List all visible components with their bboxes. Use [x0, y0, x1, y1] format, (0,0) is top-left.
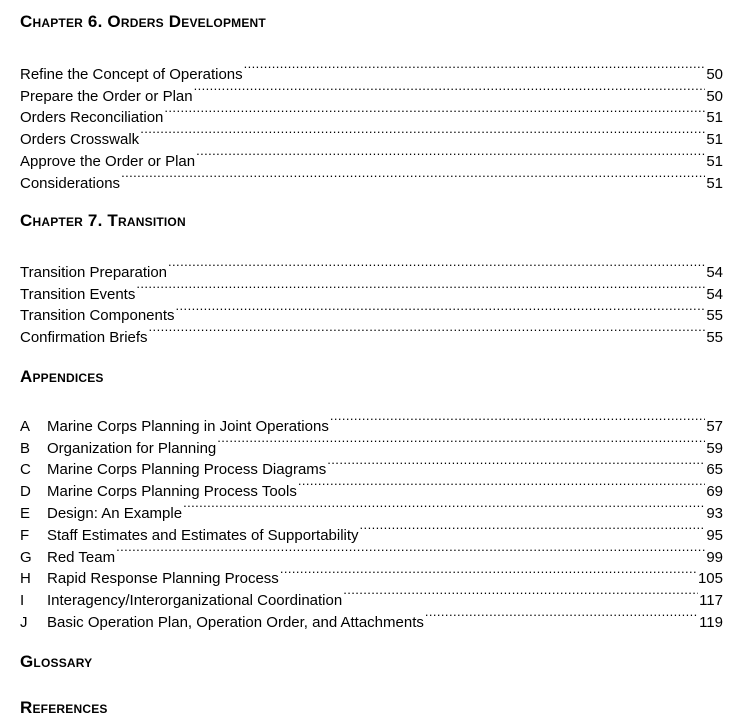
toc-entry-page: 51	[706, 174, 723, 192]
toc-entry-title: Orders Reconciliation	[20, 109, 164, 127]
dot-leader	[176, 299, 706, 321]
dot-leader	[330, 409, 705, 431]
appendix-letter: H	[20, 570, 31, 588]
toc-entry-page: 69	[706, 483, 723, 501]
dot-leader	[121, 166, 705, 188]
toc-entry-page: 54	[706, 285, 723, 303]
toc-entry-title: Prepare the Order or Plan	[20, 87, 193, 105]
toc-entry[interactable]	[20, 562, 723, 588]
toc-entry-title: Red Team	[47, 548, 116, 566]
appendices-toc	[20, 409, 723, 631]
toc-entry-page: 55	[706, 307, 723, 325]
chapter6-heading: Chapter 6. Orders Development	[20, 12, 266, 31]
appendix-letter: F	[20, 526, 30, 544]
toc-entry-title: Basic Operation Plan, Operation Order, and Attachments	[47, 613, 424, 631]
dot-leader	[425, 605, 698, 627]
toc-entry[interactable]	[20, 255, 723, 281]
toc-entry-page: 51	[706, 152, 723, 170]
appendix-letter: I	[20, 592, 25, 610]
dot-leader	[183, 496, 705, 518]
appendix-letter: J	[20, 613, 28, 631]
toc-entry-title: Orders Crosswalk	[20, 131, 140, 149]
chapter7-toc	[20, 255, 723, 347]
toc-entry[interactable]	[20, 409, 723, 435]
toc-entry-page: 50	[706, 87, 723, 105]
toc-entry-title: Approve the Order or Plan	[20, 152, 196, 170]
toc-entry-page: 65	[706, 461, 723, 479]
toc-entry-page: 99	[706, 548, 723, 566]
toc-entry-page: 93	[706, 504, 723, 522]
appendices-heading: Appendices	[20, 367, 104, 386]
dot-leader	[217, 431, 705, 453]
toc-entry-title: Considerations	[20, 174, 121, 192]
toc-entry-title: Transition Preparation	[20, 263, 168, 281]
dot-leader	[149, 320, 706, 342]
toc-entry-page: 105	[697, 570, 723, 588]
toc-entry-title: Marine Corps Planning in Joint Operations	[47, 417, 329, 435]
toc-entry-page: 51	[706, 131, 723, 149]
dot-leader	[280, 562, 697, 584]
dot-leader	[116, 540, 705, 562]
dot-leader	[360, 518, 706, 540]
chapter6-toc	[20, 57, 723, 192]
dot-leader	[136, 277, 705, 299]
glossary-heading[interactable]: Glossary	[20, 652, 93, 671]
toc-entry-page: 119	[699, 613, 723, 631]
toc-entry-title: Transition Components	[20, 307, 175, 325]
dot-leader	[140, 122, 705, 144]
appendix-letter: G	[20, 548, 32, 566]
appendix-letter: B	[20, 439, 31, 457]
toc-entry-page: 55	[706, 329, 723, 347]
dot-leader	[327, 453, 705, 475]
dot-leader	[298, 474, 705, 496]
toc-entry-page: 95	[706, 526, 723, 544]
toc-entry-title: Marine Corps Planning Process Tools	[47, 483, 297, 501]
dot-leader	[194, 79, 706, 101]
dot-leader	[196, 144, 705, 166]
toc-entry-page: 57	[706, 417, 723, 435]
toc-entry-page: 59	[706, 439, 723, 457]
toc-entry-title: Staff Estimates and Estimates of Supportability	[47, 526, 359, 544]
toc-entry-title: Rapid Response Planning Process	[47, 570, 279, 588]
toc-entry[interactable]	[20, 57, 723, 83]
toc-entry-page: 50	[706, 65, 723, 83]
toc-entry-title: Design: An Example	[47, 504, 183, 522]
appendix-letter: D	[20, 483, 31, 501]
chapter7-heading: Chapter 7. Transition	[20, 211, 186, 230]
toc-entry-title: Organization for Planning	[47, 439, 217, 457]
toc-entry-title: Interagency/Interorganizational Coordination	[47, 592, 343, 610]
dot-leader	[168, 255, 705, 277]
dot-leader	[244, 57, 706, 79]
toc-entry-page: 51	[706, 109, 723, 127]
toc-entry-page: 117	[699, 592, 723, 610]
toc-entry[interactable]	[20, 166, 723, 192]
toc-entry-title: Refine the Concept of Operations	[20, 65, 243, 83]
dot-leader	[164, 101, 705, 123]
appendix-letter: A	[20, 417, 31, 435]
appendix-letter: C	[20, 461, 31, 479]
toc-entry-title: Transition Events	[20, 285, 136, 303]
toc-entry-title: Confirmation Briefs	[20, 329, 148, 347]
appendix-letter: E	[20, 504, 31, 522]
toc-entry-title: Marine Corps Planning Process Diagrams	[47, 461, 327, 479]
dot-leader	[343, 583, 698, 605]
toc-entry-page: 54	[706, 263, 723, 281]
references-heading[interactable]: References	[20, 698, 108, 717]
toc-entry[interactable]	[20, 540, 723, 566]
